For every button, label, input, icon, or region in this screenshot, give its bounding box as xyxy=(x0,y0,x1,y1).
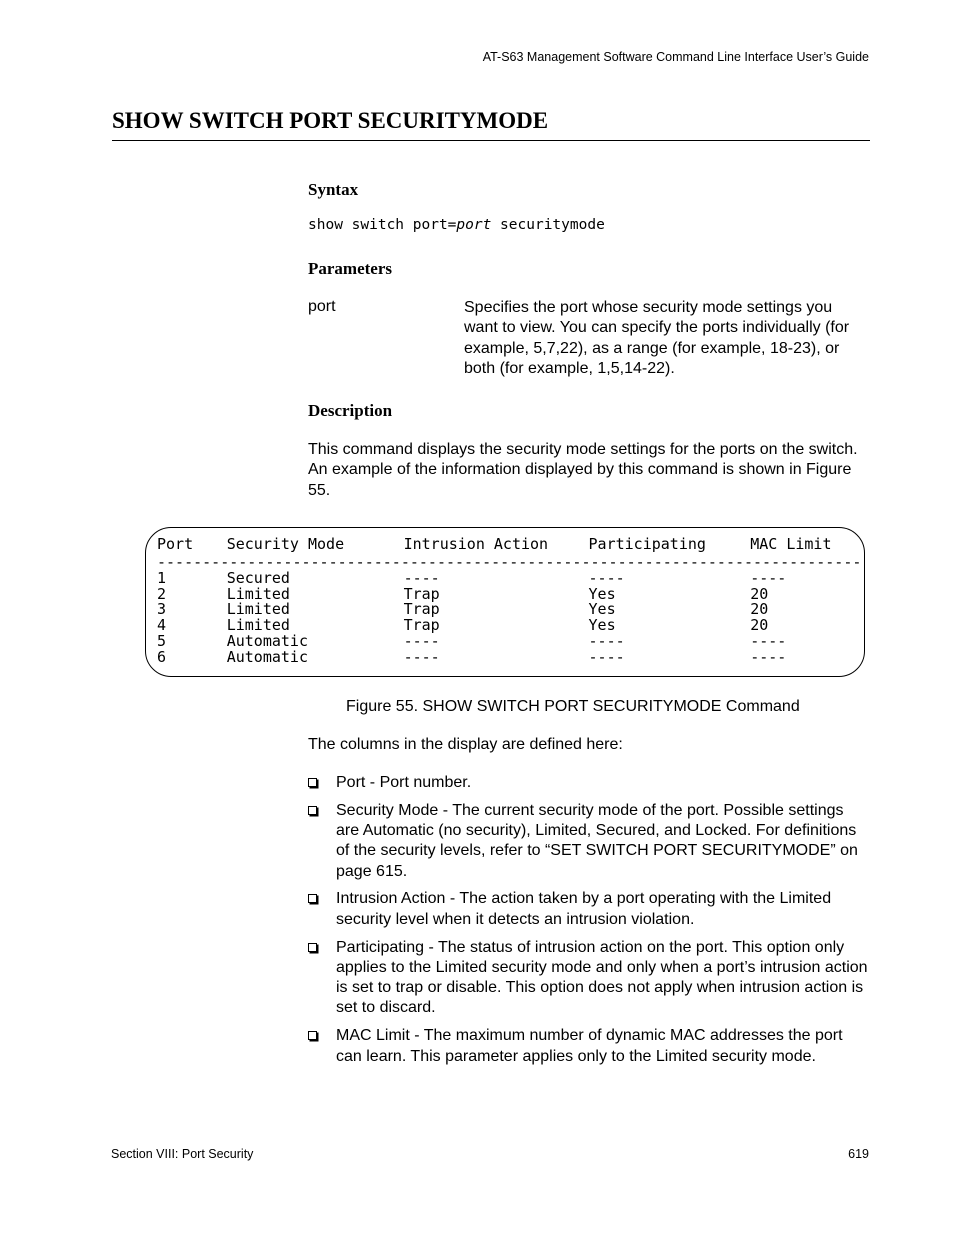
column-header: Participating xyxy=(588,535,706,553)
intrusion-action-cell: Trap xyxy=(403,616,440,635)
table-row xyxy=(157,650,861,666)
list-item-text: Participating - The status of intrusion action on the port. This option only applies to the Limited security mode and only when a port’s intrusion action is set to trap or disable. This option does not apply when intrusion action is set to discard. xyxy=(336,938,868,1017)
checkbox-bullet-icon xyxy=(308,1031,317,1040)
list-item xyxy=(308,938,868,1019)
syntax-command-prefix: show switch port= xyxy=(308,217,457,233)
footer-page-number: 619 xyxy=(848,1147,869,1161)
column-header: MAC Limit xyxy=(750,535,832,553)
participating-cell: Yes xyxy=(588,600,616,619)
port-cell: 1 xyxy=(157,569,167,587)
mac-limit-cell: ---- xyxy=(750,647,787,666)
mac-limit-cell: ---- xyxy=(750,631,787,650)
participating-cell: Yes xyxy=(588,616,616,635)
description-heading: Description xyxy=(308,401,393,420)
title-divider xyxy=(112,140,870,141)
column-header: Intrusion Action xyxy=(403,535,549,553)
intrusion-action-cell: Trap xyxy=(403,600,440,619)
list-item xyxy=(308,773,868,793)
command-output-figure xyxy=(145,527,865,677)
checkbox-bullet-icon xyxy=(308,943,317,952)
participating-cell: ---- xyxy=(588,631,625,650)
running-header: AT-S63 Management Software Command Line Interface User’s Guide xyxy=(482,50,869,64)
description-text: This command displays the security mode settings for the ports on the switch. An example of the information displayed by this command is shown in Figure 55. xyxy=(308,441,858,499)
mac-limit-cell: 20 xyxy=(750,616,769,635)
syntax-heading: Syntax xyxy=(308,180,359,199)
port-cell: 3 xyxy=(157,600,167,619)
column-header: Security Mode xyxy=(226,535,345,553)
column-definitions-list xyxy=(308,773,868,1074)
output-table xyxy=(157,535,861,665)
participating-cell: ---- xyxy=(588,569,625,587)
columns-intro: The columns in the display are defined here: xyxy=(308,736,623,753)
checkbox-bullet-icon xyxy=(308,894,317,903)
list-item xyxy=(308,1026,868,1067)
participating-cell: ---- xyxy=(588,647,625,666)
parameter-name: port xyxy=(308,298,336,315)
page-title: SHOW SWITCH PORT SECURITYMODE xyxy=(112,108,549,133)
column-header: Port xyxy=(157,535,194,553)
security-mode-cell: Secured xyxy=(226,569,290,587)
parameters-heading: Parameters xyxy=(308,259,393,278)
parameter-description: Specifies the port whose security mode settings you want to view. You can specify the ports individually (for example, 5,7,22), as a range (for example, 18-23), or both (for example, 1,5,14-22). xyxy=(464,299,850,377)
checkbox-bullet-icon xyxy=(308,778,317,787)
list-item-text: Intrusion Action - The action taken by a port operating with the Limited security level when it detects an intrusion violation. xyxy=(336,890,832,928)
security-mode-cell: Limited xyxy=(226,584,290,603)
list-item xyxy=(308,801,868,882)
output-header-row xyxy=(157,535,861,553)
mac-limit-cell: 20 xyxy=(750,584,769,603)
security-mode-cell: Automatic xyxy=(226,647,308,666)
figure-caption: Figure 55. SHOW SWITCH PORT SECURITYMODE Command xyxy=(346,698,800,715)
mac-limit-cell: ---- xyxy=(750,569,787,587)
intrusion-action-cell: ---- xyxy=(403,647,440,666)
intrusion-action-cell: ---- xyxy=(403,631,440,650)
list-item-text: Port - Port number. xyxy=(336,774,472,791)
intrusion-action-cell: ---- xyxy=(403,569,440,587)
list-item-text: Security Mode - The current security mode of the port. Possible settings are Automatic (no security), Limited, Secured, and Locked. For definitions of the security levels, refer to “SET SWITCH PORT SECURITYMODE” on page 615. xyxy=(336,801,858,880)
syntax-command xyxy=(308,217,605,233)
security-mode-cell: Limited xyxy=(226,600,290,619)
list-item xyxy=(308,889,868,930)
checkbox-bullet-icon xyxy=(308,806,317,815)
participating-cell: Yes xyxy=(588,584,616,603)
syntax-command-suffix: securitymode xyxy=(491,217,605,233)
port-cell: 6 xyxy=(157,647,167,666)
intrusion-action-cell: Trap xyxy=(403,584,440,603)
output-separator: ------------------------------------------------------------------------------ xyxy=(157,553,862,571)
syntax-command-param: port xyxy=(456,217,492,233)
footer-section: Section VIII: Port Security xyxy=(111,1147,254,1161)
security-mode-cell: Limited xyxy=(226,616,290,635)
mac-limit-cell: 20 xyxy=(750,600,769,619)
security-mode-cell: Automatic xyxy=(226,631,308,650)
list-item-text: MAC Limit - The maximum number of dynamic MAC addresses the port can learn. This parameter applies only to the Limited security mode. xyxy=(336,1027,843,1065)
port-cell: 2 xyxy=(157,584,167,603)
port-cell: 5 xyxy=(157,631,167,650)
port-cell: 4 xyxy=(157,616,167,635)
